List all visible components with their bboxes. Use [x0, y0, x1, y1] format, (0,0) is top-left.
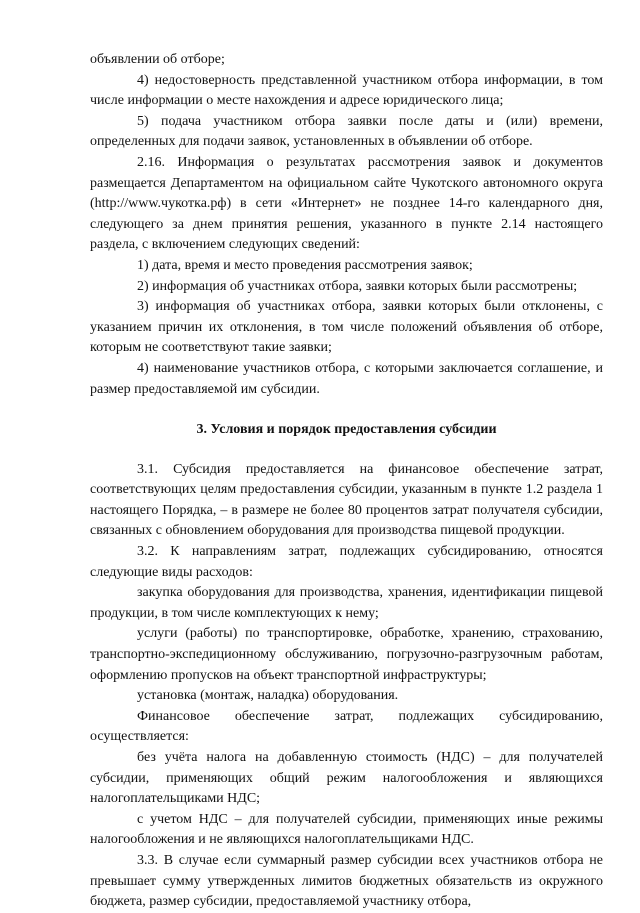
- section-heading: 3. Условия и порядок предоставления субсидии: [196, 422, 497, 438]
- paragraph: объявлении об отборе;: [90, 52, 225, 67]
- paragraph: 4) наименование участников отбора, с которыми заключается соглашение, и размер предоставляемой им субсидии.: [90, 360, 603, 397]
- paragraph: 3.3. В случае если суммарный размер субсидии всех участников отбора не превышает сумму утвержденных лимитов бюджетных обязательств из окружного бюджета, размер субсидии, предоставляемой участнику отбора,: [90, 852, 603, 910]
- paragraph: 5) подача участником отбора заявки после даты и (или) времени, определенных для подачи заявок, установленных в объявлении об отборе.: [90, 113, 603, 150]
- paragraph: 2) информация об участниках отбора, заявки которых были рассмотрены;: [137, 278, 578, 294]
- paragraph: 1) дата, время и место проведения рассмотрения заявок;: [137, 257, 473, 273]
- paragraph: 2.16. Информация о результатах рассмотрения заявок и документов размещается Департаментом на официальном сайте Чукотского автономного округа (http://www.чукотка.рф) в сети «Интернет» не позднее 14-го календарного дня, следующего за днем принятия решения, указанного в пункте 2.14 настоящего раздела, с включением следующих сведений:: [90, 154, 603, 253]
- paragraph: 3.1. Субсидия предоставляется на финансовое обеспечение затрат, соответствующих целям предоставления субсидии, указанным в пункте 1.2 раздела 1 настоящего Порядка, – в размере не более 80 процентов затрат получателя субсидии, связанных с обновлением оборудования для производства пищевой продукции.: [90, 461, 603, 539]
- paragraph: без учёта налога на добавленную стоимость (НДС) – для получателей субсидии, применяющих общий режим налогообложения и являющихся налогоплательщиками НДС;: [90, 750, 603, 807]
- paragraph: 3) информация об участниках отбора, заявки которых были отклонены, с указанием причин их отклонения, в том числе положений объявления об отборе, которым не соответствуют такие заявки;: [90, 299, 603, 356]
- paragraph: Финансовое обеспечение затрат, подлежащих субсидированию, осуществляется:: [90, 708, 603, 745]
- paragraphs-after: [90, 460, 603, 913]
- paragraph: 4) недостоверность представленной участником отбора информации, в том числе информации о месте нахождения и адресе юридического лица;: [90, 72, 603, 109]
- paragraph: установка (монтаж, наладка) оборудования.: [137, 688, 399, 704]
- paragraph: 3.2. К направлениям затрат, подлежащих субсидированию, относятся следующие виды расходов:: [90, 544, 603, 580]
- paragraph: услуги (работы) по транспортировке, обработке, хранению, страхованию, транспортно-экспедиционному обслуживанию, погрузочно-разгрузочным работам, оформлению пропусков на объект транспортной инфраструктуры;: [90, 626, 603, 683]
- paragraph: закупка оборудования для производства, хранения, идентификации пищевой продукции, в том числе комплектующих к нему;: [90, 585, 603, 621]
- paragraphs-before: [90, 50, 603, 400]
- paragraph: с учетом НДС – для получателей субсидии, применяющих иные режимы налогообложения и не являющихся налогоплательщиками НДС.: [90, 811, 603, 848]
